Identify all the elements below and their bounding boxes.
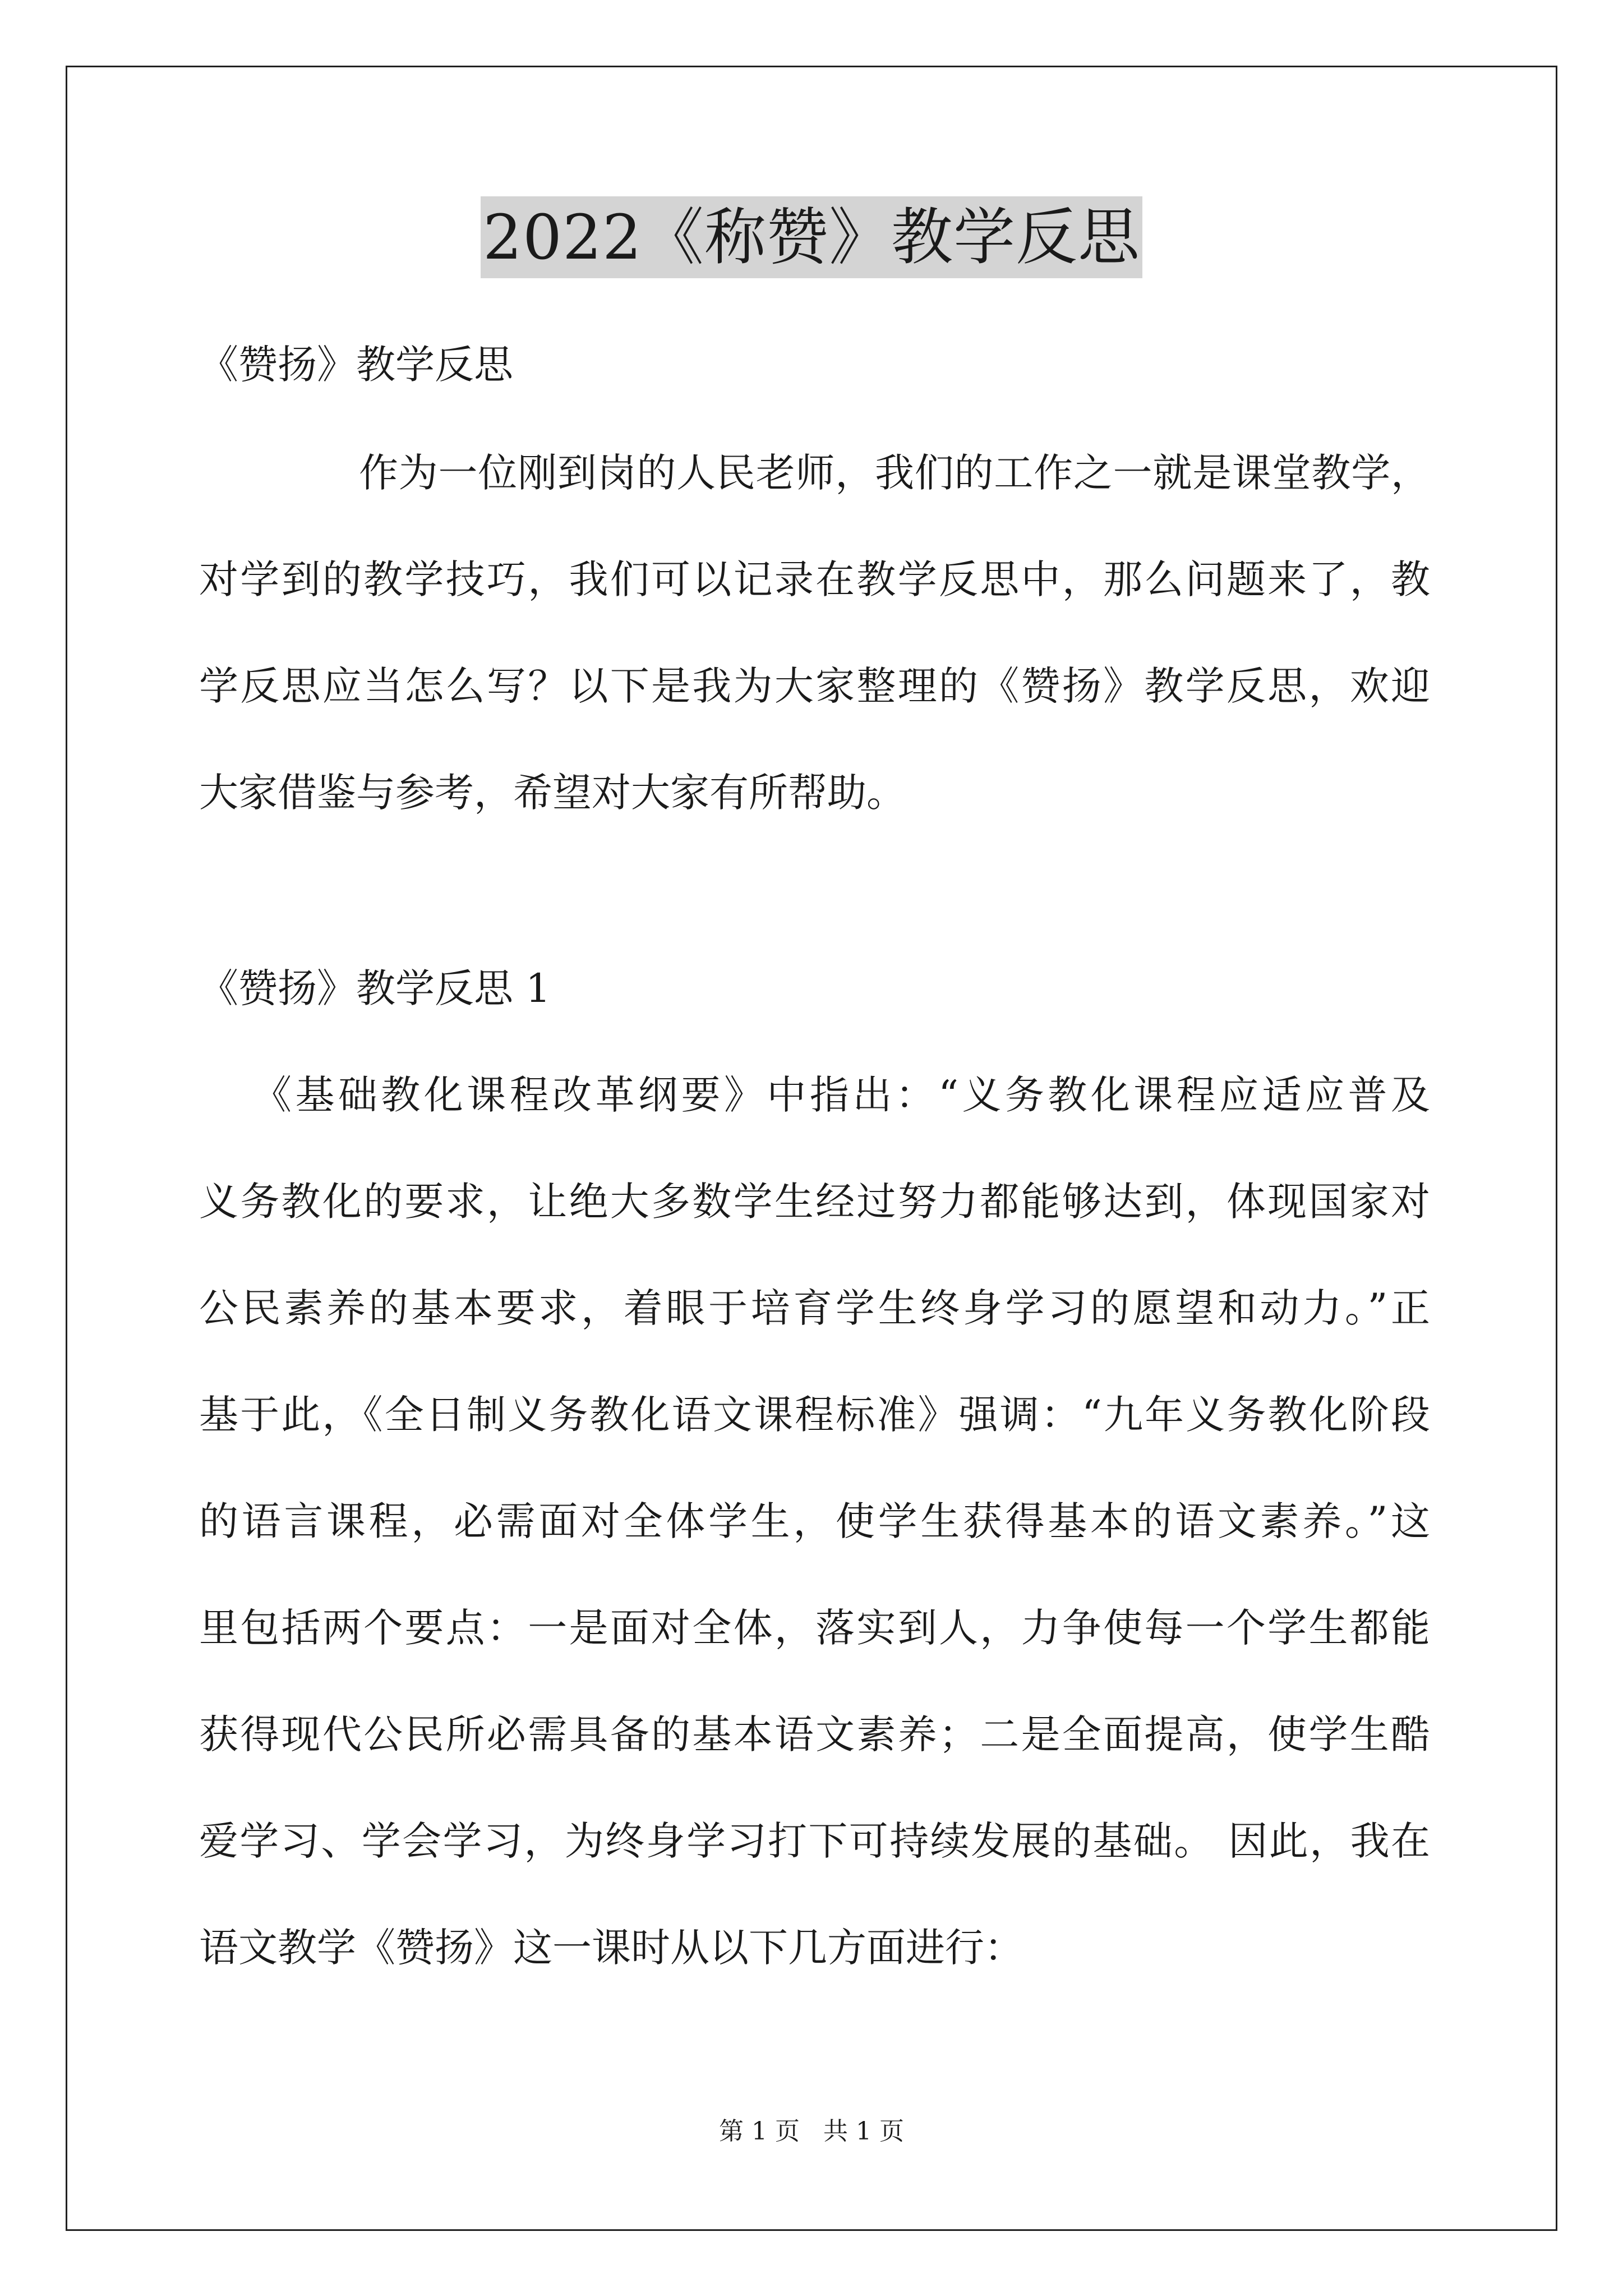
body-line: 《基础教化课程改革纲要》中指出：“义务教化课程应适应普及 <box>252 1072 1430 1118</box>
body-line: 里包括两个要点：一是面对全体，落实到人，力争使每一个学生都能 <box>199 1605 1430 1651</box>
intro-line: 对学到的教学技巧，我们可以记录在教学反思中，那么问题来了，教 <box>199 556 1430 602</box>
page-footer <box>0 2115 1623 2148</box>
body-line: 的语言课程，必需面对全体学生，使学生获得基本的语文素养。”这 <box>199 1498 1430 1544</box>
body-line: 爱学习、学会学习，为终身学习打下可持续发展的基础。 因此，我在 <box>199 1818 1430 1864</box>
intro-line: 作为一位刚到岗的人民老师，我们的工作之一就是课堂教学， <box>359 450 1430 496</box>
body-line: 获得现代公民所必需具备的基本语文素养；二是全面提高，使学生酷 <box>199 1711 1430 1757</box>
intro-line: 学反思应当怎么写？以下是我为大家整理的《赞扬》教学反思，欢迎 <box>199 663 1430 709</box>
body-line: 语文教学《赞扬》这一课时从以下几方面进行： <box>199 1925 1023 1971</box>
document-title: 2022《称赞》教学反思 <box>481 196 1142 278</box>
section-heading: 《赞扬》教学反思 1 <box>199 965 551 1011</box>
body-line: 义务教化的要求，让绝大多数学生经过努力都能够达到，体现国家对 <box>199 1179 1430 1225</box>
title-container <box>0 196 1623 278</box>
intro-heading: 《赞扬》教学反思 <box>199 342 513 388</box>
body-line: 基于此，《全日制义务教化语文课程标准》强调：“九年义务教化阶段 <box>199 1392 1430 1438</box>
page-total: 共 1 页 <box>823 2117 904 2146</box>
body-line: 公民素养的基本要求，着眼于培育学生终身学习的愿望和动力。”正 <box>199 1285 1430 1331</box>
page-number: 第 1 页 <box>719 2117 800 2146</box>
intro-line: 大家借鉴与参考，希望对大家有所帮助。 <box>199 770 906 816</box>
